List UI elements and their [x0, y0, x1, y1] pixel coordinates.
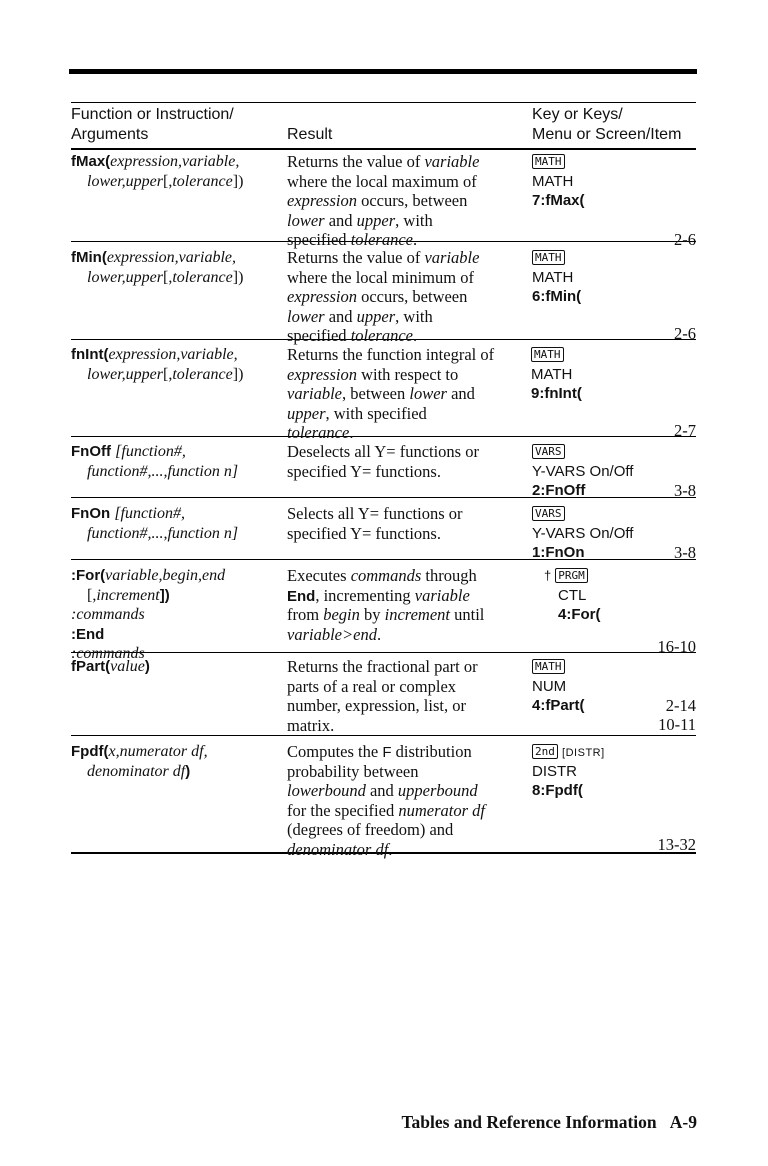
header-key-line1: Key or Keys/ [532, 106, 623, 123]
page-reference: 3-8 [674, 481, 696, 500]
prgm-key-icon: PRGM [555, 568, 588, 583]
result-text: Returns the function integral of expression with respect to variable, between lower and upper, with specified tolerance. [287, 345, 495, 442]
menu-item: 4:For( [558, 606, 601, 623]
key-column [532, 504, 633, 563]
page-reference: 2-7 [674, 421, 696, 440]
menu-name: MATH [531, 365, 573, 383]
commands-label: :commands [71, 606, 145, 623]
menu-item: 6:fMin( [532, 288, 582, 305]
vars-key-icon: VARS [532, 444, 565, 459]
page-reference: 2-6 [674, 324, 696, 343]
menu-item: 9:fnInt( [531, 385, 582, 402]
table-row: fnInt(expression,variable, lower,upper[,tolerance]) Returns the function integral of expression with respect to variable, between lower and upper, with specified tolerance. MATH MATH 9:fnInt( 2-7 [71, 340, 696, 437]
function-args: lower,upper [87, 268, 163, 286]
end-label: :End [71, 625, 105, 643]
page-reference: 2-6 [674, 230, 696, 249]
result-text: Deselects all Y= functions or specified Y= functions. [287, 442, 479, 481]
function-args: expression,variable, [106, 249, 236, 266]
function-name: fMin( [71, 249, 107, 266]
result-text: Executes commands through End, incrementing variable from begin by increment until variable>end. [287, 566, 485, 644]
function-args: lower,upper [87, 365, 163, 383]
function-args: value [110, 658, 145, 675]
reference-table [71, 102, 696, 859]
commands-label: :commands [71, 645, 145, 662]
key-column [532, 442, 633, 501]
function-args: lower,upper [87, 172, 163, 190]
function-name: :For( [71, 567, 106, 584]
table-row: :For(variable,begin,end [,increment]) :commands :End :commands Executes commands through End, incrementing variable from begin by increment until variable>end. † PRGM CTL 4:For( 16-10 [71, 560, 696, 653]
function-args: function#,...,function n] [87, 462, 239, 480]
footer-page-number: A-9 [669, 1112, 697, 1132]
key-column [532, 657, 585, 716]
function-name: fMax( [71, 153, 111, 170]
page-reference: 3-8 [674, 543, 696, 562]
top-rule [69, 69, 697, 74]
header-result: Result [287, 126, 333, 143]
key-column [532, 152, 585, 211]
2nd-key-icon: 2nd [532, 744, 558, 759]
key-column [532, 566, 601, 625]
menu-item: 7:fMax( [532, 192, 585, 209]
function-args: expression,variable, [108, 346, 238, 363]
menu-item: 4:fPart( [532, 697, 585, 714]
result-text: Computes the F distribution probability between lowerbound and upperbound for the specified numerator df (degrees of freedom) and denominator df. [287, 742, 485, 859]
table-row: fMax(expression,variable, lower,upper[,tolerance]) Returns the value of variable where the local maximum of expression occurs, between lower and upper, with specified tolerance. MATH MATH 7:fMax( 2-6 [71, 152, 696, 249]
menu-item: 1:FnOn [532, 544, 585, 561]
menu-name: Y-VARS On/Off [532, 524, 634, 542]
result-text: Selects all Y= functions or specified Y= functions. [287, 504, 463, 543]
menu-name: MATH [532, 172, 574, 190]
header-function-line2: Arguments [71, 126, 149, 143]
dagger-icon: † [544, 568, 552, 583]
function-name: fnInt( [71, 346, 109, 363]
vars-key-icon: VARS [532, 506, 565, 521]
table-row: Fpdf(x,numerator df, denominator df) Computes the F distribution probability between lowerbound and upperbound for the specified numerator df (degrees of freedom) and denominator df. 2nd [DISTR] DISTR 8:Fpdf( 13-32 [71, 736, 696, 854]
function-name: FnOff [71, 443, 116, 460]
page-reference: 10-11 [658, 715, 696, 734]
math-key-icon: MATH [532, 154, 565, 169]
distr-key-label: [DISTR] [562, 747, 605, 759]
result-text: Returns the value of variable where the local maximum of expression occurs, between lower and upper, with specified tolerance. [287, 152, 480, 249]
math-key-icon: MATH [532, 250, 565, 265]
function-args: function#,...,function n] [87, 524, 239, 542]
key-column [532, 742, 605, 801]
result-text: Returns the fractional part or parts of a real or complex number, expression, list, or matrix. [287, 657, 478, 735]
table-row [71, 437, 696, 498]
page-footer [401, 1112, 697, 1133]
page-reference: 13-32 [657, 835, 696, 854]
menu-name: CTL [558, 586, 587, 604]
menu-name: DISTR [532, 762, 577, 780]
footer-title: Tables and Reference Information [401, 1112, 657, 1132]
result-text: Returns the value of variable where the local minimum of expression occurs, between lower and upper, with specified tolerance. [287, 248, 480, 345]
function-args: [function#, [115, 443, 186, 460]
function-args: [function#, [114, 505, 185, 522]
table-row: fMin(expression,variable, lower,upper[,tolerance]) Returns the value of variable where the local minimum of expression occurs, between lower and upper, with specified tolerance. MATH MATH 6:fMin( 2-6 [71, 242, 696, 340]
menu-item: 8:Fpdf( [532, 782, 583, 799]
menu-name: Y-VARS On/Off [532, 462, 634, 480]
page-reference: 16-10 [657, 637, 696, 656]
header-key-line2: Menu or Screen/Item [532, 126, 682, 143]
function-name: fPart( [71, 658, 111, 675]
header-function-line1: Function or Instruction/ [71, 106, 234, 123]
function-name: FnOn [71, 505, 115, 522]
menu-item: 2:FnOff [532, 482, 586, 499]
function-name: Fpdf( [71, 743, 109, 760]
menu-name: MATH [532, 268, 574, 286]
page-reference: 2-14 [665, 696, 696, 715]
function-args: x,numerator df, [108, 743, 208, 760]
math-key-icon: MATH [531, 347, 564, 362]
key-column [532, 248, 581, 307]
function-args-optional: [, [163, 172, 173, 190]
menu-name: NUM [532, 677, 567, 695]
table-row [71, 498, 696, 560]
math-key-icon: MATH [532, 659, 565, 674]
table-header [71, 102, 696, 150]
key-column [531, 345, 582, 404]
function-args: expression,variable, [110, 153, 240, 170]
function-args: denominator df [87, 762, 186, 780]
function-args: variable,begin,end [105, 567, 226, 584]
table-row: fPart(value) Returns the fractional part or parts of a real or complex number, expression, list, or matrix. MATH NUM 4:fPart( 2-14 10-11 [71, 653, 696, 736]
